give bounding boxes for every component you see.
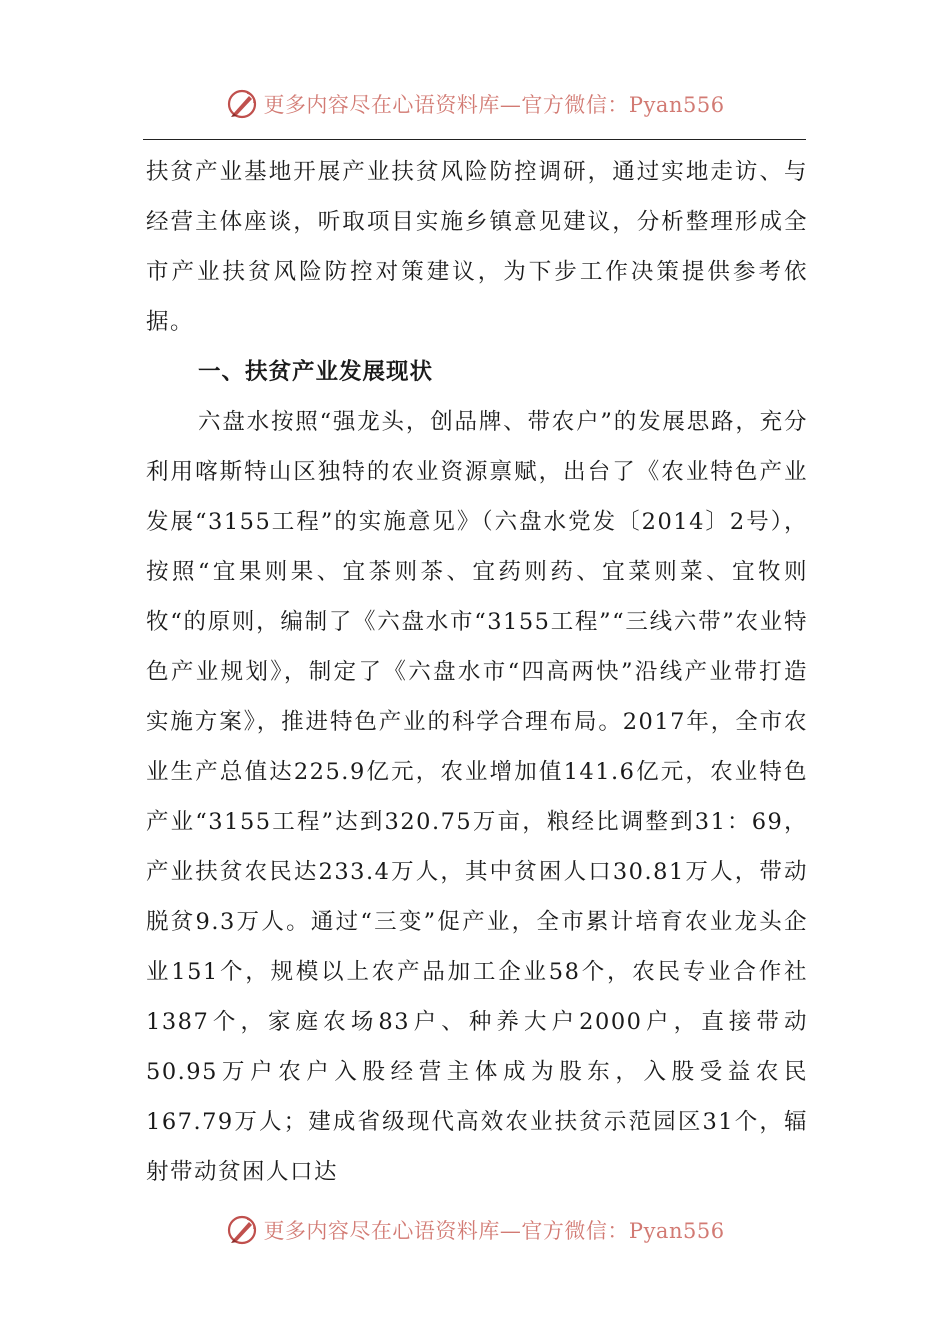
footer-banner-text: 更多内容尽在心语资料库—官方微信：Pyan556 xyxy=(263,1219,725,1243)
footer-banner xyxy=(0,1208,950,1252)
pen-logo-icon xyxy=(225,1213,259,1247)
document-body xyxy=(146,147,808,1197)
intro-paragraph: 扶贫产业基地开展产业扶贫风险防控调研，通过实地走访、与经营主体座谈，听取项目实施乡镇意见建议，分析整理形成全市产业扶贫风险防控对策建议，为下步工作决策提供参考依据。 xyxy=(146,159,808,335)
header-divider xyxy=(143,139,806,140)
section-heading: 一、扶贫产业发展现状 xyxy=(198,359,434,385)
pen-logo-icon xyxy=(225,87,259,121)
header-banner-text: 更多内容尽在心语资料库—官方微信：Pyan556 xyxy=(263,93,725,117)
body-paragraph: 六盘水按照“强龙头，创品牌、带农户”的发展思路，充分利用喀斯特山区独特的农业资源禀赋，出台了《农业特色产业发展“3155工程”的实施意见》（六盘水党发〔2014〕2号），按照“宜果则果、宜茶则茶、宜药则药、宜菜则菜、宜牧则牧“的原则，编制了《六盘水市“3155工程”“三线六带”农业特色产业规划》，制定了《六盘水市“四高两快”沿线产业带打造实施方案》，推进特色产业的科学合理布局。2017年，全市农业生产总值达225.9亿元，农业增加值141.6亿元，农业特色产业“3155工程”达到320.75万亩，粮经比调整到31：69，产业扶贫农民达233.4万人，其中贫困人口30.81万人，带动脱贫9.3万人。通过“三变”促产业，全市累计培育农业龙头企业151个，规模以上农产品加工企业58个，农民专业合作社1387个，家庭农场83户、种养大户2000户，直接带动50.95万户农户入股经营主体成为股东，入股受益农民167.79万人；建成省级现代高效农业扶贫示范园区31个，辐射带动贫困人口达 xyxy=(146,409,808,1185)
header-banner xyxy=(0,82,950,126)
